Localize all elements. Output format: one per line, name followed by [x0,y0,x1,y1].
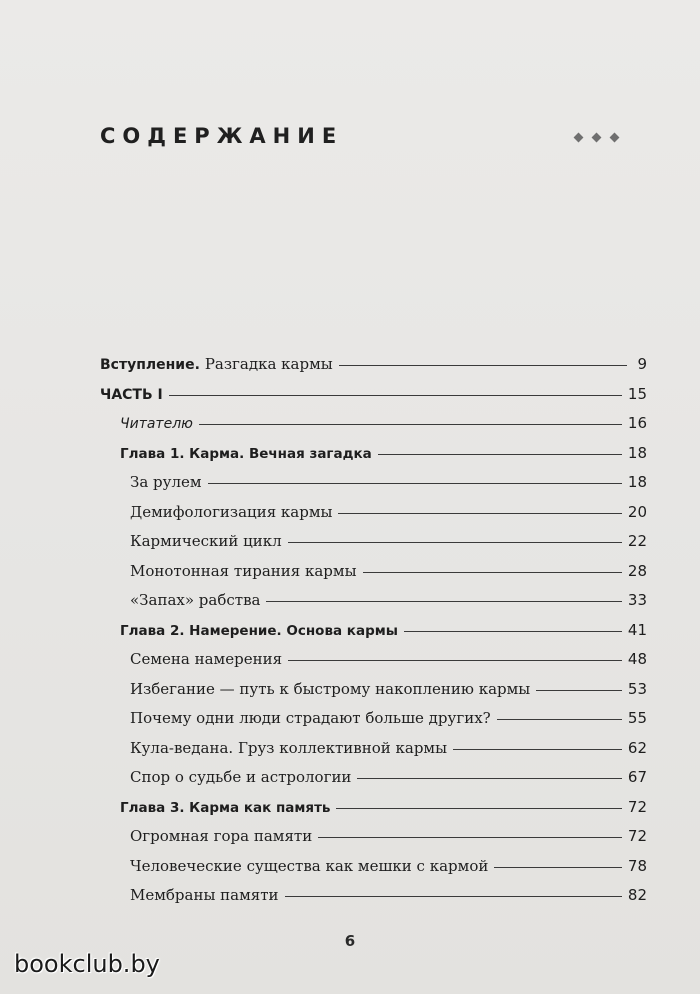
dot-leader [357,778,621,779]
toc-entry-label: Глава 2. Намерение. Основа кармы [120,622,398,639]
page-title: СОДЕРЖАНИЕ [100,124,344,148]
toc-page-number: 9 [637,355,647,373]
toc-page-number: 18 [627,473,647,491]
toc-entry [100,355,647,385]
toc-page-number: 20 [627,502,647,521]
toc-entry-subtitle: Разгадка кармы [204,355,333,373]
toc-entry-label: Огромная гора памяти [130,827,313,845]
toc-chapter [100,798,647,828]
toc-entry [100,414,647,444]
toc-page-number: 18 [627,443,647,462]
toc-entry-label: Кула-ведана. Груз коллективной кармы [130,738,448,757]
toc-entry-label: Избегание — путь к быстрому накоплению кармы [130,679,531,698]
toc-page-number: 62 [627,738,647,757]
toc-section [100,768,647,798]
dot-leader [285,896,622,897]
toc-page-number: 16 [627,414,647,432]
toc-page-number: 72 [627,797,647,816]
toc-entry-label: Вступление. Разгадка кармы [100,355,333,373]
toc-page-number: 78 [627,856,647,875]
toc-section [100,739,647,769]
page-number: 6 [344,932,356,950]
toc-page-number: 72 [627,827,647,845]
toc-section [100,473,647,503]
toc-page-number: 22 [627,532,647,550]
dot-leader [336,808,621,809]
toc-section [100,857,647,887]
toc-entry [100,385,647,415]
dot-leader [318,837,622,838]
toc-entry-label: Человеческие существа как мешки с кармой [130,856,489,875]
diamond-icon [574,133,584,143]
toc-section [100,709,647,739]
watermark: bookclub.by [14,950,160,978]
dot-leader [199,424,622,425]
diamond-icon [610,133,620,143]
toc-page-number: 48 [627,650,647,668]
toc-section [100,827,647,857]
toc-page-number: 55 [627,709,647,727]
toc-section [100,886,647,916]
toc-entry-label: Глава 3. Карма как память [120,799,331,816]
dot-leader [404,631,622,632]
toc-section [100,532,647,562]
dot-leader [453,749,622,750]
toc-entry-label: Читателю [120,416,193,432]
toc-section [100,680,647,710]
toc-page-number: 82 [627,886,647,904]
toc-entry-label: Семена намерения [130,650,283,668]
toc-section [100,650,647,680]
dot-leader [288,542,622,543]
toc-entry-label: Демифологизация кармы [130,502,333,521]
dot-leader [363,572,622,573]
toc-page-number: 53 [627,679,647,698]
dot-leader [288,660,622,661]
toc-entry-label: Глава 1. Карма. Вечная загадка [120,445,372,462]
toc-entry-label: Кармический цикл [130,532,282,550]
toc-section [100,562,647,592]
title-ornament [575,134,618,141]
toc-entry-label: Монотонная тирания кармы [130,561,357,580]
toc-chapter [100,621,647,651]
dot-leader [378,454,622,455]
toc-chapter [100,444,647,474]
toc-entry-label: Почему одни люди страдают больше других? [130,709,491,727]
dot-leader [208,483,622,484]
toc-page-number: 41 [627,620,647,639]
toc-entry-label: ЧАСТЬ I [100,386,163,403]
dot-leader [497,719,622,720]
toc-entry-label: «Запах» рабства [130,591,261,609]
table-of-contents [100,355,647,916]
dot-leader [339,365,627,366]
toc-page-number: 33 [627,591,647,609]
toc-entry-label: За рулем [130,473,202,491]
dot-leader [536,690,622,691]
diamond-icon [592,133,602,143]
dot-leader [338,513,621,514]
toc-section [100,591,647,621]
dot-leader [266,601,621,602]
toc-page-number: 15 [627,384,647,403]
toc-page-number: 28 [627,561,647,580]
dot-leader [494,867,622,868]
toc-section [100,503,647,533]
toc-entry-label: Спор о судьбе и астрологии [130,768,352,786]
toc-entry-label: Мембраны памяти [130,886,279,904]
toc-page-number: 67 [627,768,647,786]
dot-leader [169,395,622,396]
